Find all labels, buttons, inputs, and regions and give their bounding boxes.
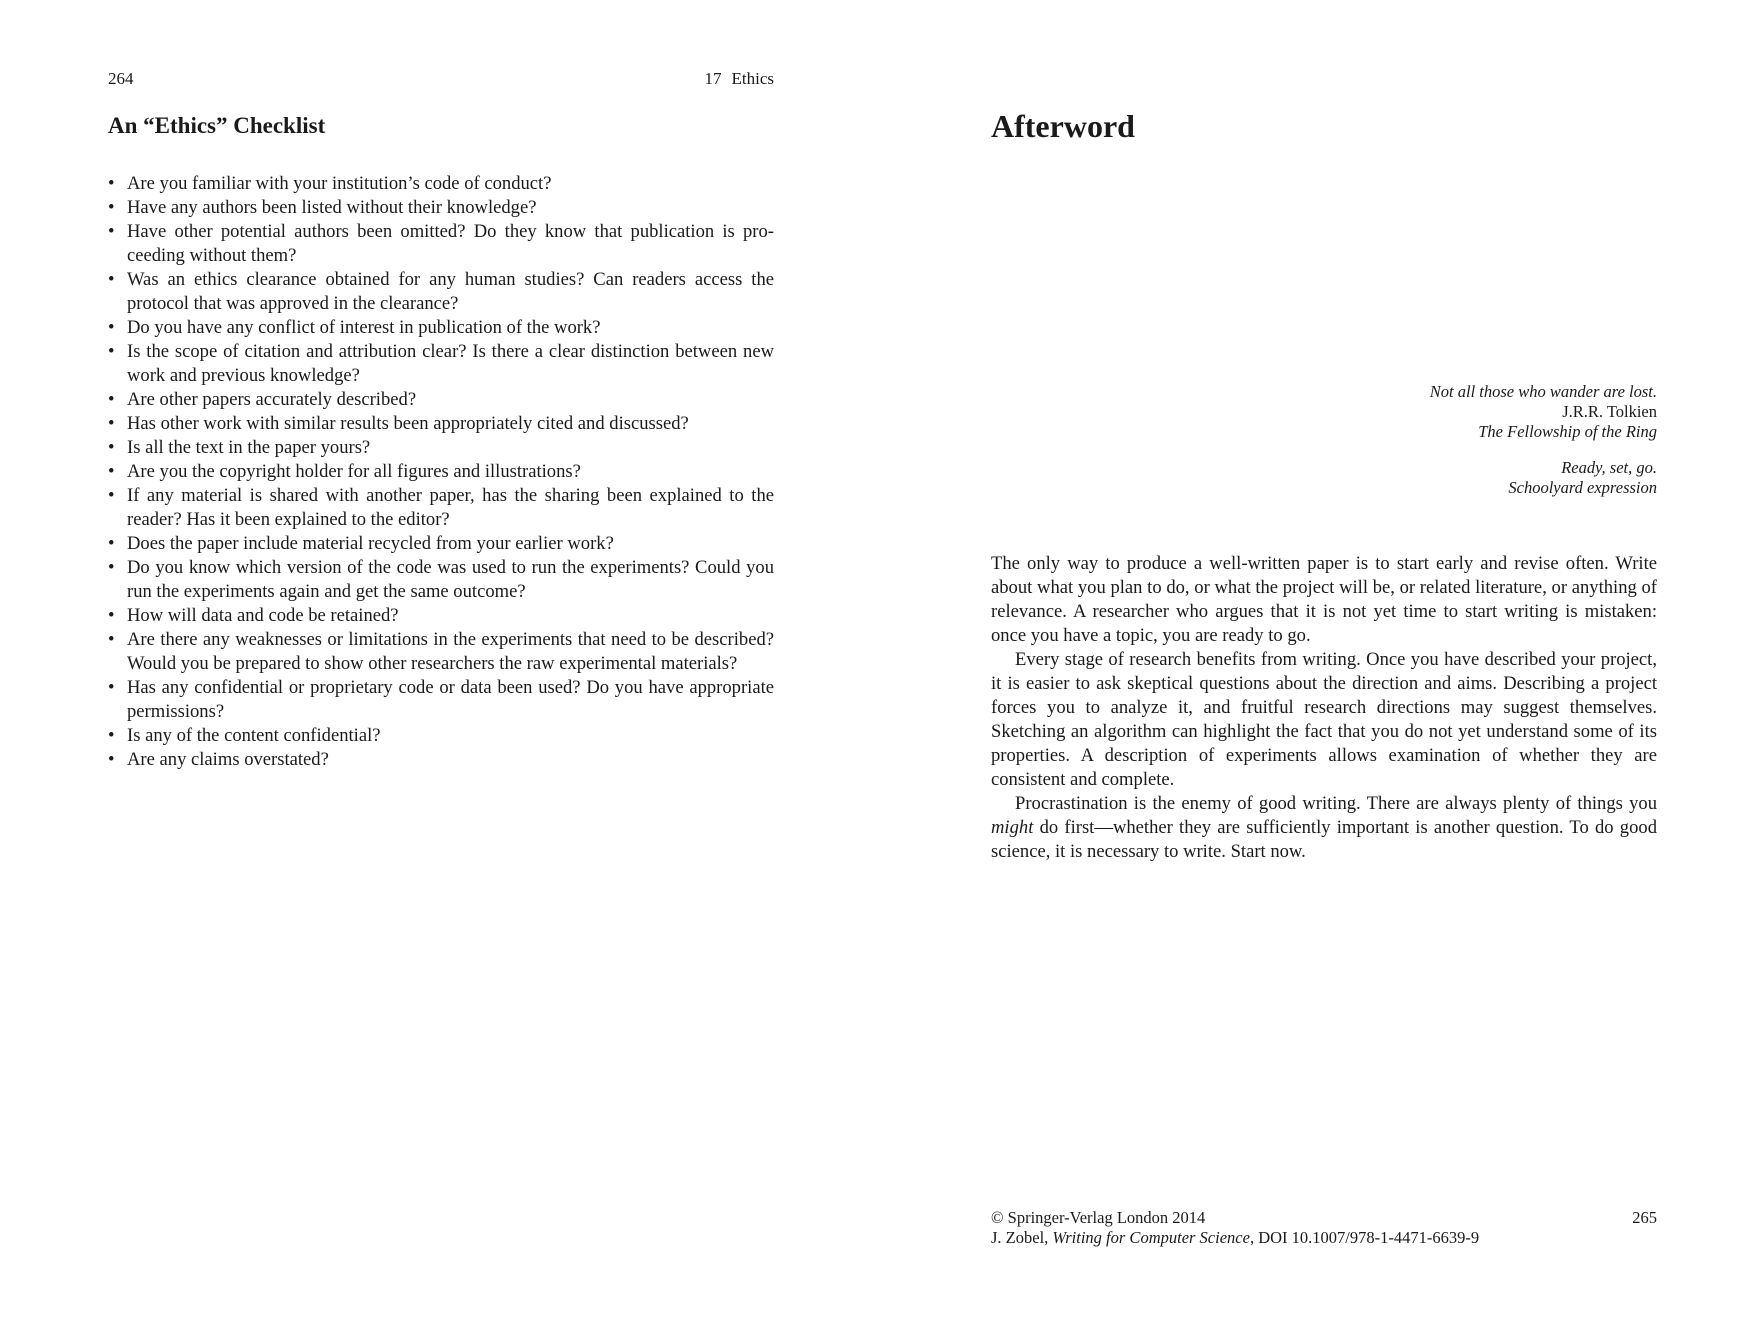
- checklist-item: [108, 340, 774, 388]
- epigraph-source: The Fellowship of the Ring: [1478, 422, 1657, 441]
- checklist-item-text: Are any claims overstated?: [127, 749, 329, 770]
- checklist-item-text: Do you have any conflict of interest in publication of the work?: [127, 317, 601, 338]
- checklist-item-text: Have other potential authors been omitted? Do they know that publication is proceeding without them?: [127, 221, 774, 266]
- bullet-icon: •: [108, 557, 115, 578]
- epigraph-quote: Ready, set, go.: [1561, 458, 1657, 477]
- book-citation: [991, 1228, 1657, 1248]
- epigraph-schoolyard: [991, 458, 1657, 498]
- checklist-item-text: Is any of the content confidential?: [127, 725, 381, 746]
- epigraph-source: Schoolyard expression: [1508, 478, 1657, 497]
- checklist-item: [108, 172, 774, 196]
- bullet-icon: •: [108, 413, 115, 434]
- checklist-item: [108, 532, 774, 556]
- checklist-item-text: How will data and code be retained?: [127, 605, 399, 626]
- bullet-icon: •: [108, 389, 115, 410]
- paragraph-text: do first—whether they are sufficiently important is another question. To do good science, it is necessary to write. Start now.: [991, 817, 1657, 862]
- epigraph-tolkien: [991, 382, 1657, 442]
- checklist-item: [108, 196, 774, 220]
- bullet-icon: •: [108, 341, 115, 362]
- ethics-checklist: [108, 172, 774, 772]
- bullet-icon: •: [108, 533, 115, 554]
- citation-book-title: Writing for Computer Science: [1052, 1228, 1250, 1247]
- afterword-body: [991, 552, 1657, 864]
- checklist-item: [108, 436, 774, 460]
- copyright-notice: © Springer-Verlag London 2014: [991, 1208, 1206, 1227]
- paragraph: Every stage of research benefits from writing. Once you have described your project, it is easier to ask skeptical questions about the direction and aims. Describing a project forces you to analyze it, and fruitful research directions may suggest themselves. Sketching an algorithm can highlight the fact that you do not yet understand some of its properties. A description of experiments allows examination of whether they are consistent and complete.: [991, 649, 1657, 790]
- bullet-icon: •: [108, 485, 115, 506]
- checklist-item: [108, 220, 774, 268]
- bullet-icon: •: [108, 749, 115, 770]
- paragraph: [991, 792, 1657, 864]
- bullet-icon: •: [108, 437, 115, 458]
- checklist-item: [108, 388, 774, 412]
- checklist-item: [108, 316, 774, 340]
- bullet-icon: •: [108, 317, 115, 338]
- checklist-item-text: Is all the text in the paper yours?: [127, 437, 371, 458]
- checklist-item-text: Are you the copyright holder for all figures and illustrations?: [127, 461, 581, 482]
- chapter-heading: [705, 68, 775, 90]
- bullet-icon: •: [108, 677, 115, 698]
- checklist-item-text: Are you familiar with your institution’s code of conduct?: [127, 173, 552, 194]
- emphasis-text: might: [991, 817, 1034, 838]
- bullet-icon: •: [108, 605, 115, 626]
- checklist-item: [108, 604, 774, 628]
- checklist-item: [108, 628, 774, 676]
- checklist-item-text: Is the scope of citation and attribution clear? Is there a clear distinction between new work and previous knowledge?: [127, 341, 774, 386]
- bullet-icon: •: [108, 221, 115, 242]
- section-title: An “Ethics” Checklist: [108, 113, 326, 138]
- checklist-item: [108, 460, 774, 484]
- left-page-number: 264: [108, 69, 134, 88]
- citation-author: J. Zobel,: [991, 1228, 1053, 1247]
- checklist-item: [108, 556, 774, 604]
- bullet-icon: •: [108, 629, 115, 650]
- bullet-icon: •: [108, 725, 115, 746]
- page-footer: [991, 1208, 1657, 1248]
- right-page-number: 265: [1632, 1208, 1657, 1227]
- checklist-item-text: Have any authors been listed without their knowledge?: [127, 197, 537, 218]
- checklist-item: [108, 748, 774, 772]
- afterword-title: Afterword: [991, 108, 1135, 144]
- checklist-item-text: Has any confidential or proprietary code or data been used? Do you have appropriate permissions?: [127, 677, 774, 722]
- epigraphs: [991, 382, 1657, 498]
- checklist-item-text: Are other papers accurately described?: [127, 389, 417, 410]
- checklist-item: [108, 268, 774, 316]
- bullet-icon: •: [108, 197, 115, 218]
- checklist-item-text: Do you know which version of the code was used to run the experiments? Could you run the experiments again and get the same outcome?: [127, 557, 774, 602]
- epigraph-quote: Not all those who wander are lost.: [1429, 382, 1657, 401]
- checklist-item-text: Has other work with similar results been appropriately cited and discussed?: [127, 413, 689, 434]
- bullet-icon: •: [108, 461, 115, 482]
- citation-doi: , DOI 10.1007/978-1-4471-6639-9: [1249, 1228, 1480, 1247]
- chapter-title: Ethics: [731, 69, 774, 88]
- checklist-item-text: Are there any weaknesses or limitations in the experiments that need to be described? Would you be prepared to show other researchers the raw experimental materials?: [127, 629, 774, 674]
- checklist-item-text: Was an ethics clearance obtained for any human studies? Can readers access the protocol that was approved in the clearance?: [127, 269, 774, 314]
- paragraph: The only way to produce a well-written paper is to start early and revise often. Write about what you plan to do, or what the project will be, or related literature, or anything of relevance. A researcher who argues that it is not yet time to start writing is mistaken: once you have a topic, you are ready to go.: [991, 553, 1657, 646]
- checklist-item-text: If any material is shared with another paper, has the sharing been explained to the reader? Has it been explained to the editor?: [127, 485, 774, 530]
- paragraph-text: Procrastination is the enemy of good writing. There are always plenty of things you: [1015, 793, 1657, 814]
- checklist-item: [108, 412, 774, 436]
- checklist-item: [108, 676, 774, 724]
- checklist-item-text: Does the paper include material recycled from your earlier work?: [127, 533, 614, 554]
- checklist-item: [108, 484, 774, 532]
- checklist-item: [108, 724, 774, 748]
- bullet-icon: •: [108, 269, 115, 290]
- chapter-number: 17: [704, 69, 722, 88]
- epigraph-author: J.R.R. Tolkien: [1562, 402, 1657, 421]
- bullet-icon: •: [108, 173, 115, 194]
